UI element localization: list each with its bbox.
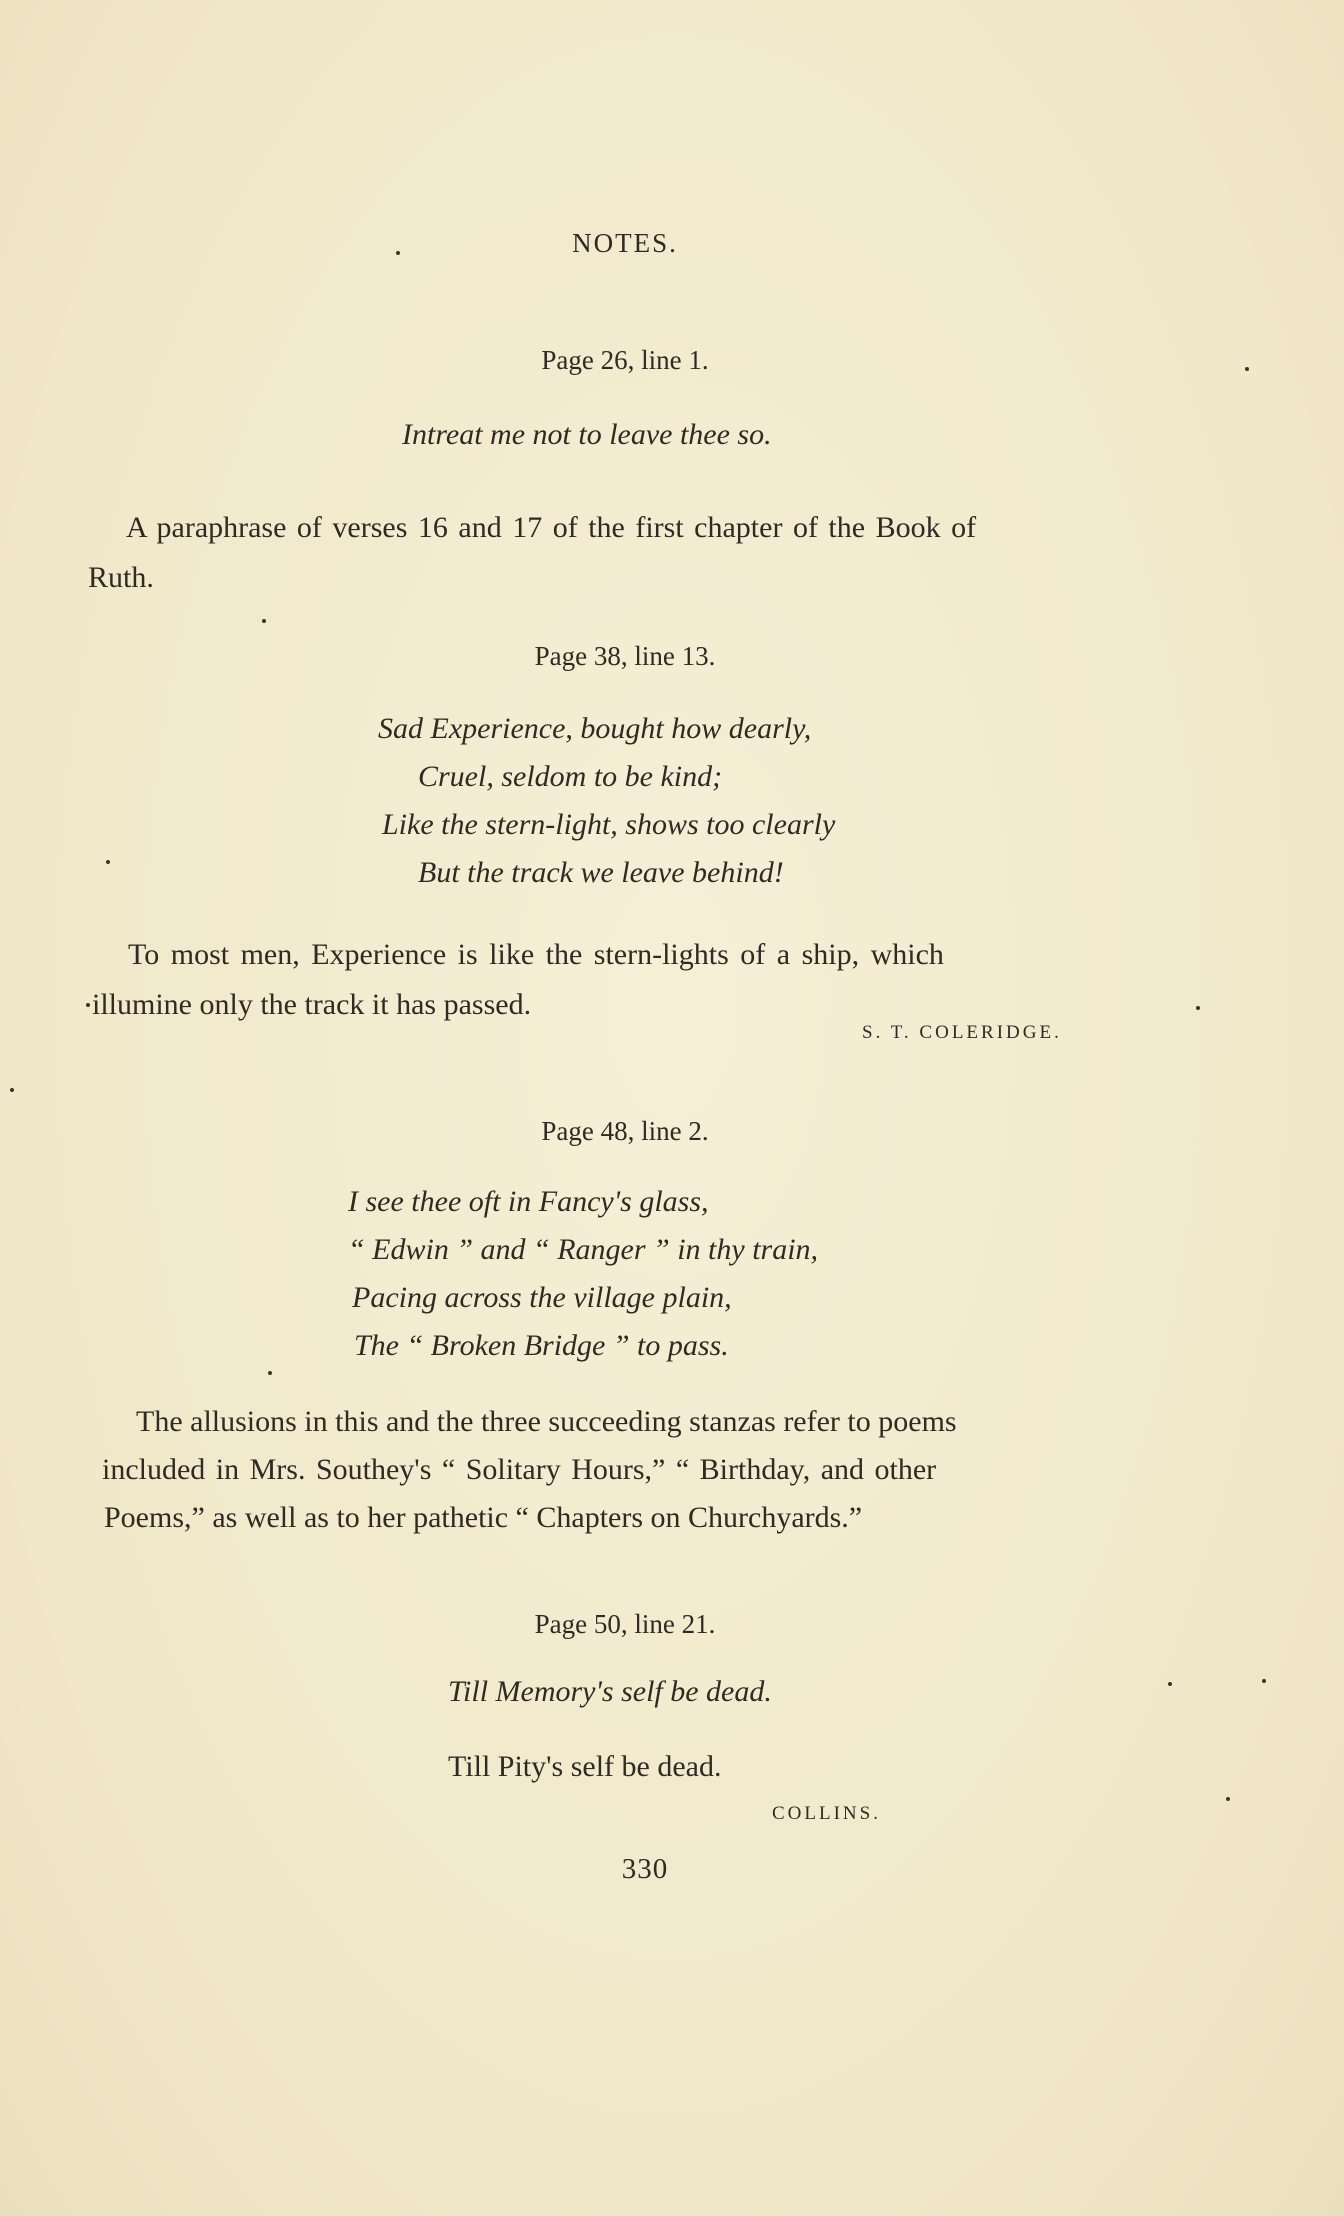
note-comment-line: A paraphrase of verses 16 and 17 of the first chapter of the Book of <box>126 511 977 544</box>
ink-speck <box>10 1088 14 1092</box>
ink-speck <box>1245 367 1249 371</box>
page-number: 330 <box>621 1853 669 1885</box>
note-quote-line: Intreat me not to leave thee so. <box>402 418 772 451</box>
note-comment-line: To most men, Experience is like the stern-lights of a ship, which <box>128 938 944 971</box>
note-reference: Page 38, line 13. <box>534 641 716 671</box>
note-quote-line: The “ Broken Bridge ” to pass. <box>354 1329 729 1362</box>
note-reference: Page 48, line 2. <box>541 1116 709 1146</box>
note-comment-line: included in Mrs. Southey's “ Solitary Hours,” “ Birthday, and other <box>102 1453 937 1486</box>
note-attribution: S. T. COLERIDGE. <box>862 1022 1062 1043</box>
ink-speck <box>1196 1006 1200 1010</box>
note-attribution: COLLINS. <box>772 1803 881 1824</box>
ink-speck <box>106 860 110 864</box>
note-comment-line: Poems,” as well as to her pathetic “ Chapters on Churchyards.” <box>104 1501 863 1534</box>
note-reference: Page 50, line 21. <box>534 1609 716 1639</box>
note-quote-line: Pacing across the village plain, <box>352 1281 732 1314</box>
note-quote-line: Cruel, seldom to be kind; <box>418 760 723 793</box>
note-reference: Page 26, line 1. <box>541 345 709 375</box>
running-head: NOTES. <box>572 228 678 258</box>
note-quote-line: Like the stern-light, shows too clearly <box>382 808 836 841</box>
note-quote-line: I see thee oft in Fancy's glass, <box>348 1185 709 1218</box>
ink-speck <box>1226 1797 1230 1801</box>
ink-speck <box>262 619 266 623</box>
note-quote-line: Till Memory's self be dead. <box>448 1675 772 1708</box>
note-comment-line: The allusions in this and the three succeeding stanzas refer to poems <box>136 1405 957 1438</box>
note-comment-line: Till Pity's self be dead. <box>448 1750 722 1783</box>
ink-speck <box>268 1371 272 1375</box>
ink-speck <box>1168 1682 1172 1686</box>
ink-speck <box>1262 1679 1266 1683</box>
note-comment-line: Ruth. <box>88 561 154 594</box>
ink-speck <box>86 1003 90 1007</box>
note-quote-line: Sad Experience, bought how dearly, <box>378 712 812 745</box>
note-quote-line: But the track we leave behind! <box>418 856 784 889</box>
note-quote-line: “ Edwin ” and “ Ranger ” in thy train, <box>348 1233 819 1266</box>
ink-speck <box>396 251 400 255</box>
note-comment-line: illumine only the track it has passed. <box>92 988 532 1021</box>
